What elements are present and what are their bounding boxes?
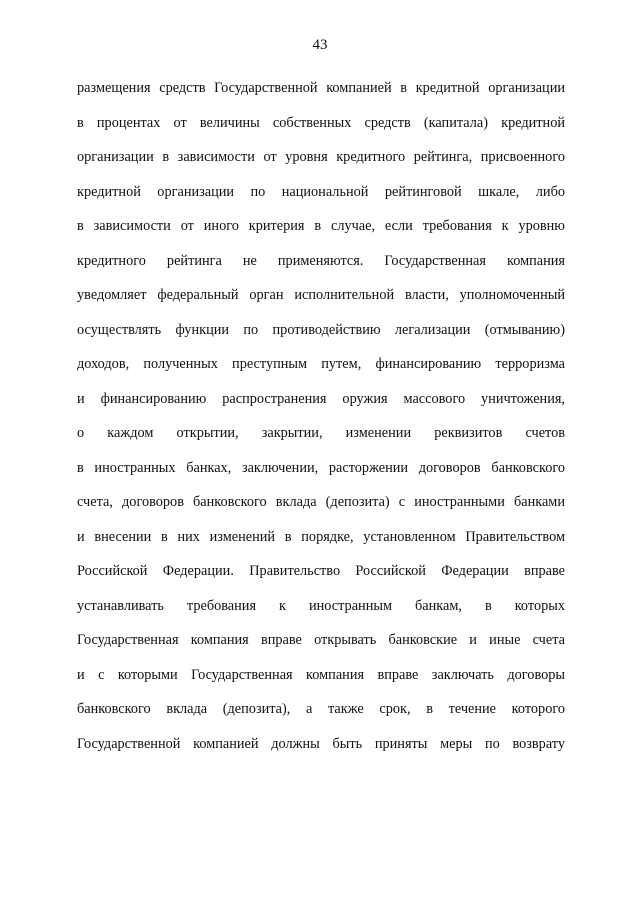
text-line-14: и внесении в них изменений в порядке, установленном Правительством: [77, 528, 565, 545]
text-line-7: уведомляет федеральный орган исполнительной власти, уполномоченный: [77, 287, 565, 303]
text-line-8: осуществлять функции по противодействию легализации (отмыванию): [77, 321, 565, 338]
text-line-11: о каждом открытии, закрытии, изменении реквизитов счетов: [77, 425, 565, 441]
text-line-3: организации в зависимости от уровня кредитного рейтинга, присвоенного: [77, 149, 565, 165]
text-line-16: устанавливать требования к иностранным банкам, в которых: [77, 597, 565, 614]
text-line-6: кредитного рейтинга не применяются. Государственная компания: [77, 252, 565, 269]
text-line-9: доходов, полученных преступным путем, финансированию терроризма: [77, 356, 565, 372]
text-line-5: в зависимости от иного критерия в случае, если требования к уровню: [77, 218, 565, 234]
page-number: 43: [312, 37, 328, 53]
text-line-20: Государственной компанией должны быть приняты меры по возврату: [77, 735, 565, 752]
text-line-2: в процентах от величины собственных средств (капитала) кредитной: [77, 114, 565, 131]
text-line-17: Государственная компания вправе открывать банковские и иные счета: [77, 632, 565, 648]
text-line-13: счета, договоров банковского вклада (депозита) с иностранными банками: [77, 494, 565, 510]
text-line-12: в иностранных банках, заключении, расторжении договоров банковского: [77, 459, 565, 476]
text-line-1: размещения средств Государственной компанией в кредитной организации: [77, 80, 565, 96]
body-text: [77, 78, 565, 768]
text-line-18: и с которыми Государственная компания вправе заключать договоры: [77, 666, 565, 683]
text-line-4: кредитной организации по национальной рейтинговой шкале, либо: [77, 183, 565, 200]
text-line-19: банковского вклада (депозита), а также срок, в течение которого: [77, 701, 565, 717]
text-line-15: Российской Федерации. Правительство Российской Федерации вправе: [77, 563, 565, 579]
text-line-10: и финансированию распространения оружия массового уничтожения,: [77, 390, 565, 407]
